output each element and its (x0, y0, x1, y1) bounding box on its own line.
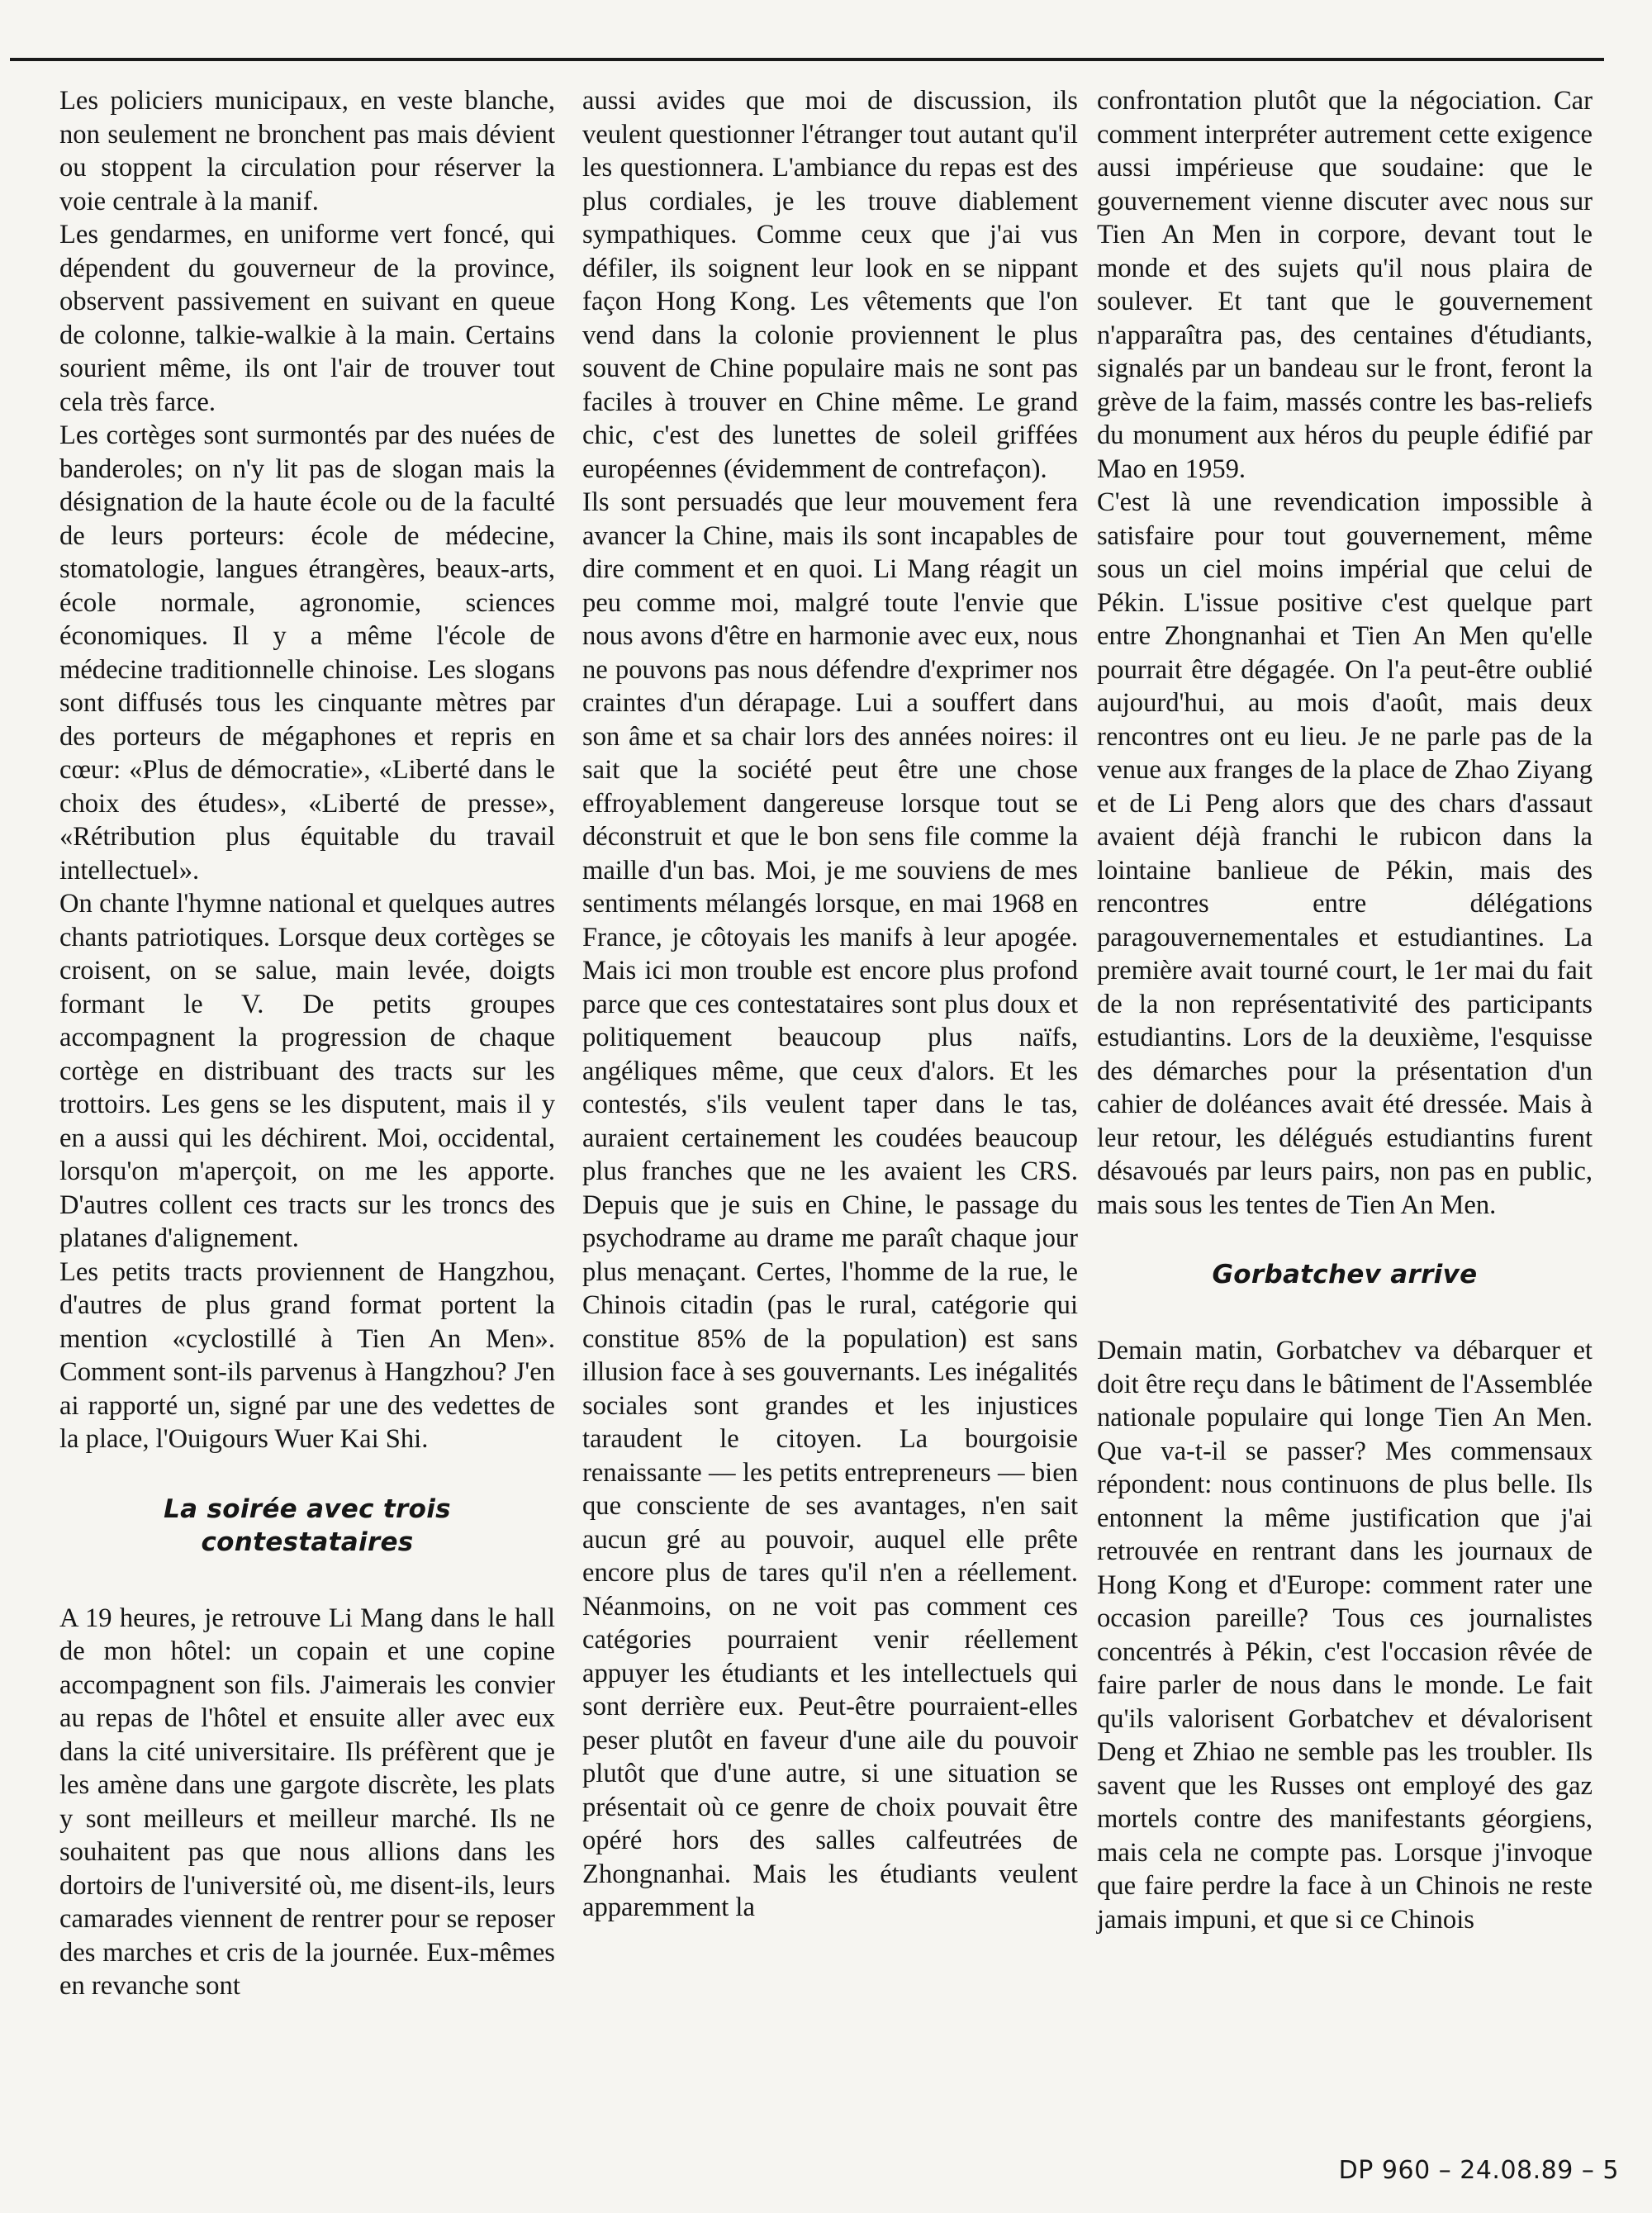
paragraph: confrontation plutôt que la négociation. Car comment interpréter autrement cette exigence aussi impérieuse que soudaine: que le gouvernement vienne discuter avec nous sur Tien An Men in corpore, devant tout le monde et des sujets qu'il nous plaira de soulever. Et tant que le gouvernement n'apparaîtra pas, des centaines d'étudiants, signalés par un bandeau sur le front, feront la grève de la faim, massés contre les bas-reliefs du monument aux héros du peuple édifié par Mao en 1959. (1097, 86, 1593, 484)
article-column-1 (59, 84, 555, 2003)
section-heading: Gorbatchev arrive (1212, 1260, 1478, 1289)
paragraph: C'est là une revendication impossible à satisfaire pour tout gouvernement, même sous un ciel moins impérial que celui de Pékin. L'issue positive c'est quelque part entre Zhongnanhai et Tien An Men qu'elle pourrait être dégagée. On l'a peut-être oublié aujourd'hui, au mois d'août, mais deux rencontres ont eu lieu. Je ne parle pas de la venue aux franges de la place de Zhao Ziyang et de Li Peng alors que des chars d'assaut avaient déjà franchi le rubicon dans la lointaine banlieue de Pékin, mais des rencontres entre délégations paragouvernementales et estudiantines. La première avait tourné court, le 1er mai du fait de la non représentativité des participants estudiantins. Lors de la deuxième, l'esquisse des démarches pour la présentation d'un cahier de doléances avait été dressée. Mais à leur retour, les délégués estudiantins furent désavoués par leurs pairs, non pas en public, mais sous les tentes de Tien An Men. (1097, 487, 1593, 1220)
paragraph: aussi avides que moi de discussion, ils veulent questionner l'étranger tout autant qu'il les questionnera. L'ambiance du repas est des plus cordiales, je les trouve diablement sympathiques. Comme ceux que j'ai vus défiler, ils soignent leur look en se nippant façon Hong Kong. Les vêtements que l'on vend dans la colonie proviennent le plus souvent de Chine populaire mais ne sont pas faciles à trouver en Chine même. Le grand chic, c'est des lunettes de soleil griffées européennes (évidemment de contrefaçon). (582, 86, 1078, 484)
paragraph: Les policiers municipaux, en veste blanche, non seulement ne bronchent pas mais dévient ou stoppent la circulation pour réserver la voie centrale à la manif. (59, 86, 555, 216)
paragraph: Les petits tracts proviennent de Hangzhou, d'autres de plus grand format portent la mention «cyclostillé à Tien An Men». Comment sont-ils parvenus à Hangzhou? J'en ai rapporté un, signé par une des vedettes de la place, l'Ouigours Wuer Kai Shi. (59, 1256, 555, 1454)
paragraph: Les cortèges sont surmontés par des nuées de banderoles; on n'y lit pas de slogan mais la désignation de la haute école ou de la faculté de leurs porteurs: école de médecine, stomatologie, langues étrangères, beaux-arts, école normale, agronomie, sciences économiques. Il y a même l'école de médecine traditionnelle chinoise. Les slogans sont diffusés tous les cinquante mètres par des porteurs de mégaphones et repris en cœur: «Plus de démocratie», «Liberté dans le choix des études», «Liberté de presse», «Rétribution plus équitable du travail intellectuel». (59, 420, 555, 886)
page-folio: DP 960 – 24.08.89 – 5 (1338, 2156, 1619, 2185)
paragraph: Les gendarmes, en uniforme vert foncé, qui dépendent du gouverneur de la province, observent passivement en suivant en queue de colonne, talkie-walkie à la main. Certains sourient même, ils ont l'air de trouver tout cela très farce. (59, 220, 555, 417)
article-column-3 (1097, 84, 1593, 1936)
paragraph: A 19 heures, je retrouve Li Mang dans le hall de mon hôtel: un copain et une copine accompagnent son fils. J'aimerais les convier au repas de l'hôtel et ensuite aller avec eux dans la cité universitaire. Ils préfèrent que je les amène dans une gargote discrète, les plats y sont meilleurs et meilleur marché. Ils ne souhaitent pas que nous allions dans les dortoirs de l'université où, me disent-ils, leurs camarades viennent de rentrer pour se reposer des marches et cris de la journée. Eux-mêmes en revanche sont (59, 1603, 555, 2001)
paragraph: On chante l'hymne national et quelques autres chants patriotiques. Lorsque deux cortèges se croisent, on se salue, main levée, doigts formant le V. De petits groupes accompagnent la progression de chaque cortège en distribuant des tracts sur les trottoirs. Les gens se les disputent, mais il y en a aussi qui les déchirent. Moi, occidental, lorsqu'on m'aperçoit, on me les apporte. D'autres collent ces tracts sur les troncs des platanes d'alignement. (59, 889, 555, 1253)
paragraph: Demain matin, Gorbatchev va débarquer et doit être reçu dans le bâtiment de l'Assemblée nationale populaire qui longe Tien An Men. Que va-t-il se passer? Mes commensaux répondent: nous continuons de plus belle. Ils entonnent la même justification que j'ai retrouvée en rentrant dans les journaux de Hong Kong et d'Europe: comment rater une occasion pareille? Tous ces journalistes concentrés à Pékin, c'est l'occasion rêvée de faire parler de nous dans le monde. Le fait qu'ils valorisent Gorbatchev et dévalorisent Deng et Zhiao ne semble pas les troubler. Ils savent que les Russes ont employé des gaz mortels contre des manifestants géorgiens, mais cela ne compte pas. Lorsque j'invoque que faire perdre la face à un Chinois ne reste jamais impuni, et que si ce Chinois (1097, 1336, 1593, 1935)
section-heading: La soirée avec trois contestataires (164, 1494, 451, 1557)
article-column-2 (582, 84, 1078, 1925)
top-rule (10, 58, 1604, 61)
paragraph: Ils sont persuadés que leur mouvement fera avancer la Chine, mais ils sont incapables de dire comment et en quoi. Li Mang réagit un peu comme moi, malgré toute l'envie que nous avons d'être en harmonie avec eux, nous ne pouvons pas nous défendre d'exprimer nos craintes d'un dérapage. Lui a souffert dans son âme et sa chair lors des années noires: il sait que la société peut être une chose effroyablement dangereuse lorsque tout se déconstruit et que le bon sens file comme la maille d'un bas. Moi, je me souviens de mes sentiments mélangés lorsque, en mai 1968 en France, je côtoyais les manifs à leur apogée. Mais ici mon trouble est encore plus profond parce que ces contestataires sont plus doux et politiquement beaucoup plus naïfs, angéliques même, que ceux d'alors. Et les contestés, s'ils veulent taper dans le tas, auraient certainement les coudées beaucoup plus franches que ne les avaient les CRS. Depuis que je suis en Chine, le passage du psychodrame au drame me paraît chaque jour plus menaçant. Certes, l'homme de la rue, le Chinois citadin (pas le rural, catégorie qui constitue 85% de la population) est sans illusion face à ses gouvernants. Les inégalités sociales sont grandes et les injustices taraudent le citoyen. La bourgoisie renaissante — les petits entrepreneurs — bien que consciente de ses avantages, n'en sait aucun gré au pouvoir, auquel elle prête encore plus de tares qu'il n'en a réellement. Néanmoins, on ne voit pas comment ces catégories pourraient venir réellement appuyer les étudiants et les intellectuels qui sont derrière eux. Peut-être pourraient-elles peser plutôt en faveur d'une aile du pouvoir plutôt que d'une autre, si une situation se présentait où ce genre de choix pouvait être opéré hors des salles calfeutrées de Zhongnanhai. Mais les étudiants veulent apparemment la (582, 487, 1078, 1922)
